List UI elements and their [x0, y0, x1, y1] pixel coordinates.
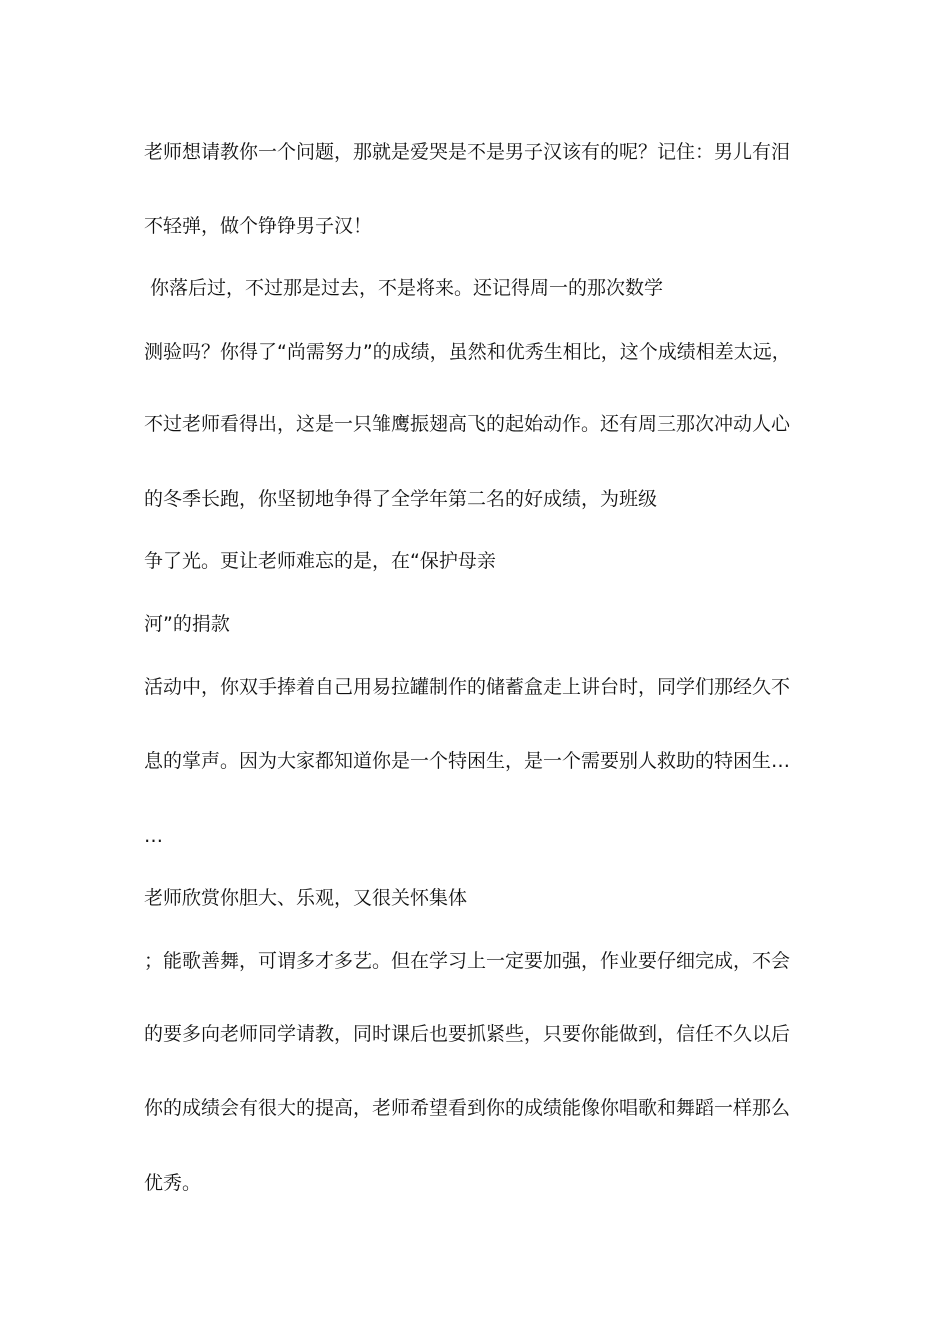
text-line: 不过老师看得出，这是一只雏鹰振翅高飞的起始动作。还有周三那次冲动人心	[144, 413, 791, 435]
text-line: 的冬季长跑，你坚韧地争得了全学年第二名的好成绩，为班级	[144, 488, 658, 510]
text-line: 活动中，你双手捧着自己用易拉罐制作的储蓄盒走上讲台时，同学们那经久不	[144, 676, 791, 698]
text-line: 老师欣赏你胆大、乐观，又很关怀集体	[144, 887, 468, 909]
text-line: 息的掌声。因为大家都知道你是一个特困生，是一个需要别人救助的特困生…	[144, 750, 791, 772]
text-line: 测验吗？你得了“尚需努力”的成绩，虽然和优秀生相比，这个成绩相差太远，	[144, 341, 791, 363]
text-line: 的要多向老师同学请教，同时课后也要抓紧些，只要你能做到，信任不久以后	[144, 1023, 791, 1045]
text-line: 你的成绩会有很大的提高，老师希望看到你的成绩能像你唱歌和舞蹈一样那么	[144, 1097, 791, 1119]
text-line: 争了光。更让老师难忘的是，在“保护母亲	[144, 550, 496, 572]
text-line: 河”的捐款	[144, 613, 230, 635]
text-line: 优秀。	[144, 1172, 202, 1194]
text-line: 老师想请教你一个问题，那就是爱哭是不是男子汉该有的呢？记住：男儿有泪	[144, 141, 791, 163]
text-line: 不轻弹，做个铮铮男子汉！	[144, 215, 373, 237]
text-line: 你落后过，不过那是过去，不是将来。还记得周一的那次数学	[150, 277, 664, 299]
text-line: ；能歌善舞，可谓多才多艺。但在学习上一定要加强，作业要仔细完成，不会	[144, 950, 791, 972]
text-line: …	[144, 825, 163, 847]
